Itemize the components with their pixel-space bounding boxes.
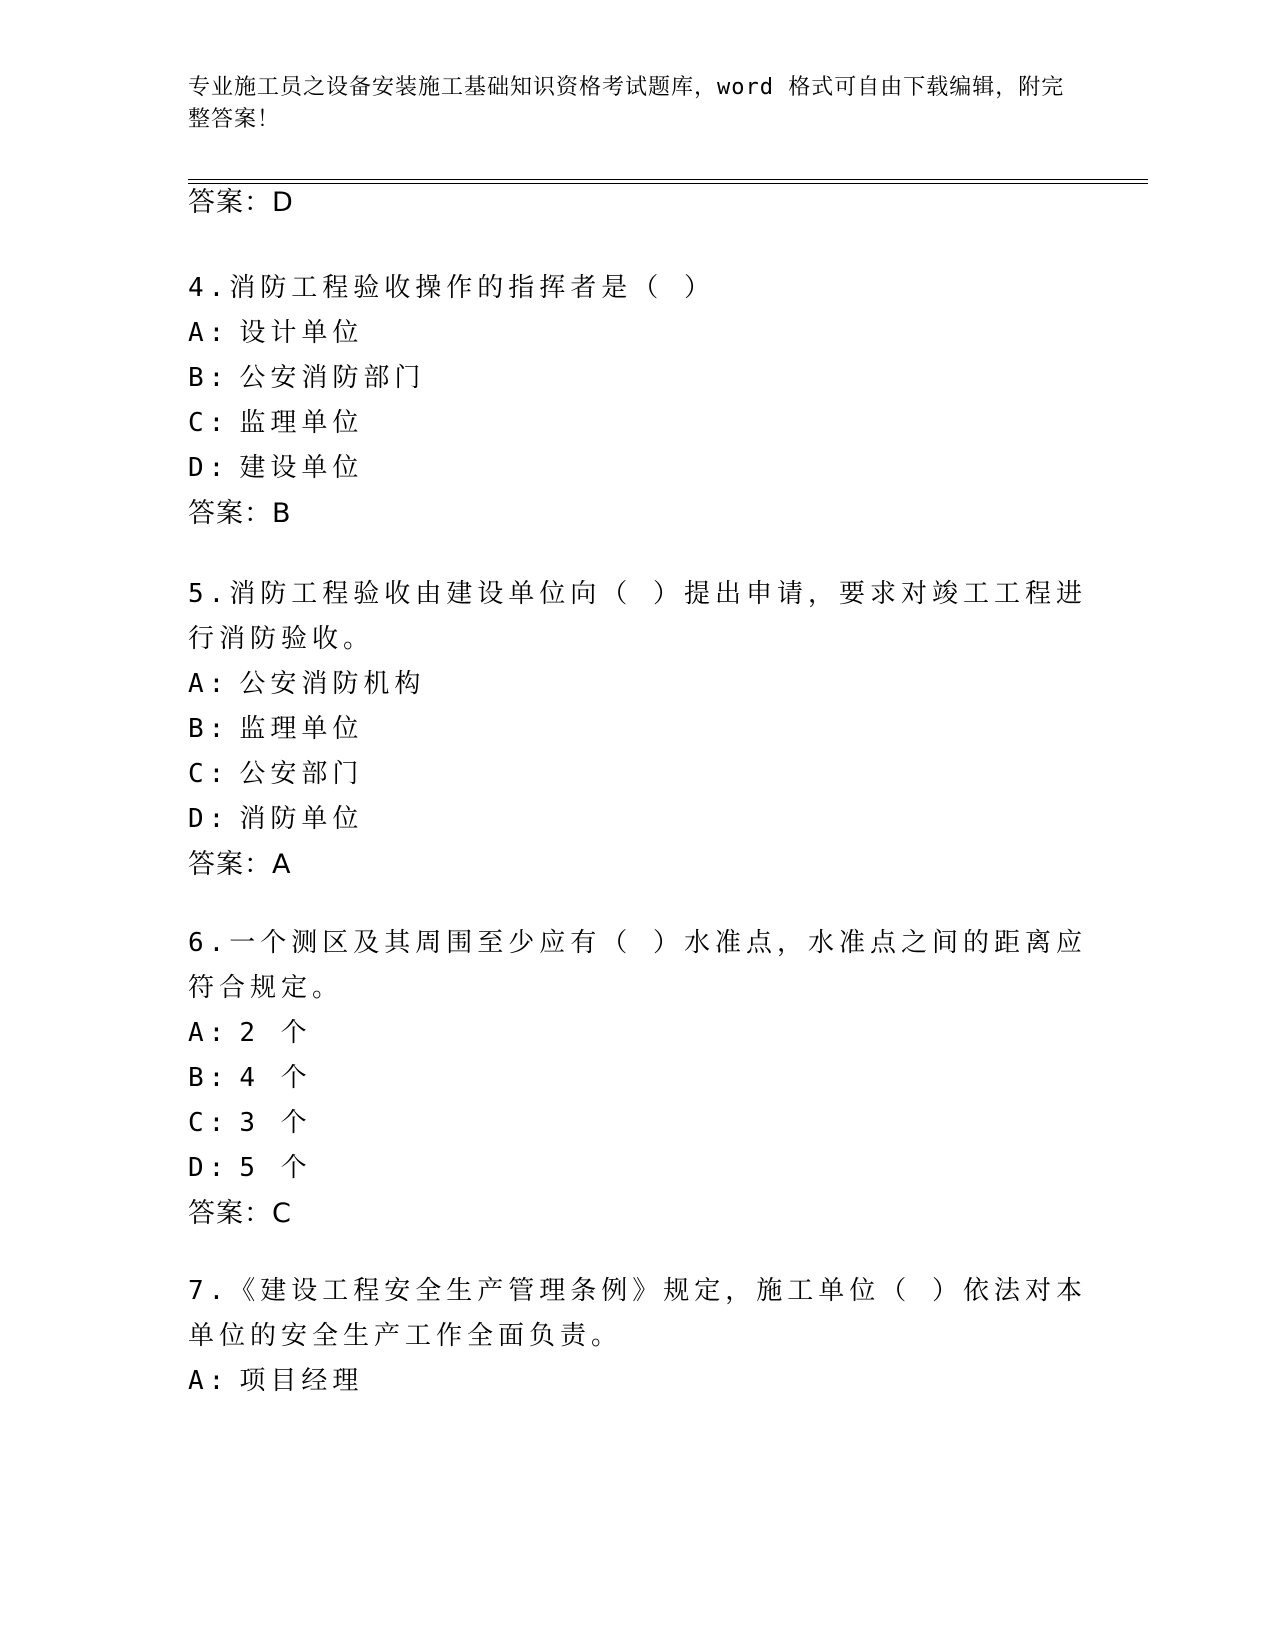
- option-text: 监理单位: [239, 714, 364, 744]
- option-key: D:: [188, 453, 230, 483]
- question-6: [188, 921, 1088, 1237]
- option-key: B:: [188, 363, 230, 393]
- option-a: [188, 1011, 1088, 1056]
- option-text: 2 个: [239, 1018, 312, 1048]
- option-d: [188, 446, 1088, 491]
- question-text: 4.消防工程验收操作的指挥者是（ ）: [188, 273, 715, 303]
- answer-line: 答案：D: [188, 187, 294, 218]
- option-key: C:: [188, 759, 230, 789]
- option-text: 公安消防部门: [239, 363, 426, 393]
- option-text: 消防单位: [239, 804, 364, 834]
- option-key: D:: [188, 804, 230, 834]
- answer-line: 答案：A: [188, 849, 292, 880]
- question-text: 7.《建设工程安全生产管理条例》规定，施工单位（ ）依法对本单位的安全生产工作全面负责。: [188, 1276, 1087, 1351]
- option-key: B:: [188, 714, 230, 744]
- option-a: [188, 311, 1088, 356]
- option-key: D:: [188, 1153, 230, 1183]
- question-text: 6.一个测区及其周围至少应有（ ）水准点，水准点之间的距离应符合规定。: [188, 928, 1087, 1003]
- option-text: 设计单位: [239, 318, 364, 348]
- option-b: [188, 356, 1088, 401]
- option-key: C:: [188, 408, 230, 438]
- option-c: [188, 752, 1088, 797]
- question-4: [188, 266, 1088, 537]
- option-text: 4 个: [239, 1063, 312, 1093]
- option-b: [188, 707, 1088, 752]
- answer-line: 答案：C: [188, 1198, 292, 1229]
- option-d: [188, 797, 1088, 842]
- question-5: [188, 572, 1088, 888]
- option-key: A:: [188, 318, 230, 348]
- option-text: 建设单位: [239, 453, 364, 483]
- option-text: 公安消防机构: [239, 669, 426, 699]
- option-a: [188, 662, 1088, 707]
- previous-answer-block: [188, 180, 1088, 226]
- option-d: [188, 1146, 1088, 1191]
- option-text: 5 个: [239, 1153, 312, 1183]
- option-c: [188, 401, 1088, 446]
- option-text: 公安部门: [239, 759, 364, 789]
- option-key: A:: [188, 669, 230, 699]
- document-header: 专业施工员之设备安装施工基础知识资格考试题库，word 格式可自由下载编辑，附完整答案！: [188, 75, 1065, 132]
- option-text: 3 个: [239, 1108, 312, 1138]
- option-key: A:: [188, 1018, 230, 1048]
- option-text: 项目经理: [239, 1366, 364, 1396]
- answer-line: 答案：B: [188, 498, 292, 529]
- option-key: A:: [188, 1366, 230, 1396]
- option-b: [188, 1056, 1088, 1101]
- question-7: [188, 1269, 1088, 1404]
- question-text: 5.消防工程验收由建设单位向（ ）提出申请，要求对竣工工程进行消防验收。: [188, 579, 1087, 654]
- option-text: 监理单位: [239, 408, 364, 438]
- option-key: B:: [188, 1063, 230, 1093]
- option-c: [188, 1101, 1088, 1146]
- option-key: C:: [188, 1108, 230, 1138]
- option-a: [188, 1359, 1088, 1404]
